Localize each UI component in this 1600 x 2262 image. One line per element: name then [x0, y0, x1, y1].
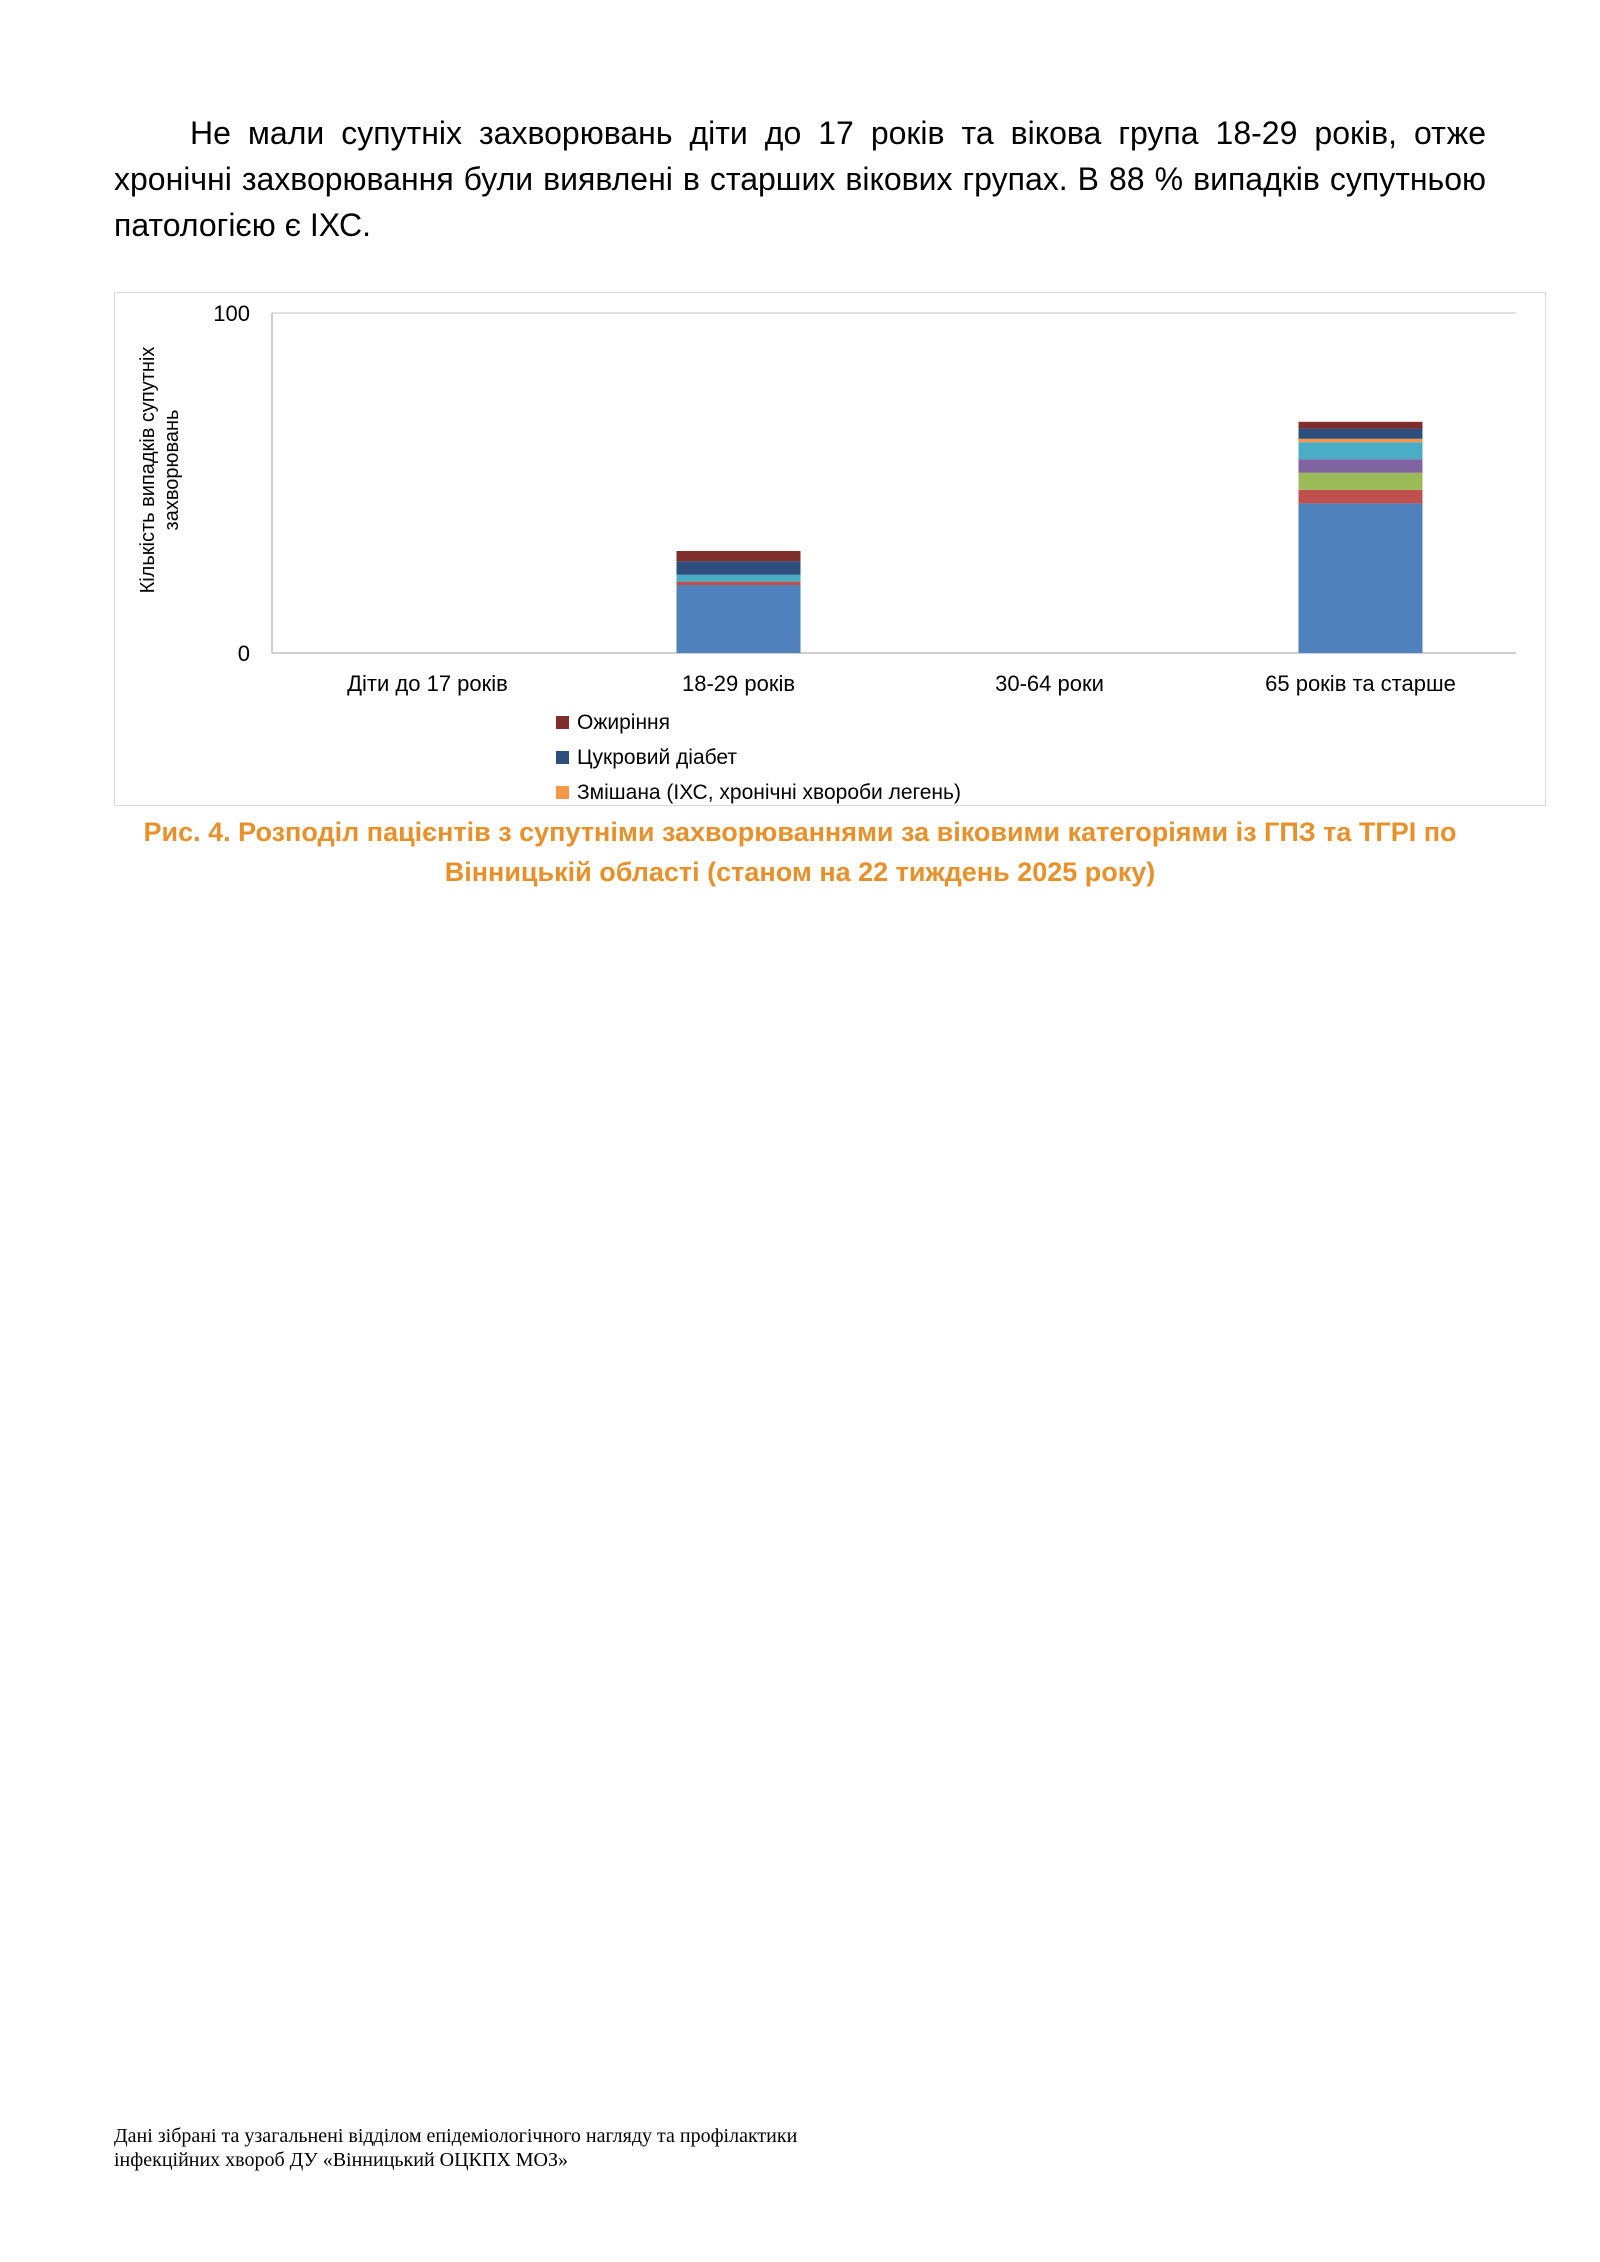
bar-segment [1299, 473, 1423, 490]
bar-segment [1299, 459, 1423, 473]
legend-item [556, 740, 961, 775]
x-tick-label: Діти до 17 років [347, 671, 508, 696]
legend-swatch [556, 716, 569, 729]
legend-item [556, 705, 961, 740]
footer-line-2: інфекційних хвороб ДУ «Вінницький ОЦКПХ МОЗ» [114, 2149, 569, 2171]
figure-caption-line-2: Вінницькій області (станом на 22 тиждень 2025 року) [444, 857, 1156, 887]
bar-segment [1299, 422, 1423, 429]
legend-swatch [556, 751, 569, 764]
legend-swatch [556, 786, 569, 799]
legend-label: Цукровий діабет [577, 746, 738, 769]
x-tick-label: 30-64 роки [995, 671, 1104, 696]
chart-legend [556, 705, 961, 810]
y-axis-title: Кількість випадків супутніх захворювань [137, 346, 183, 594]
bar-segment [1299, 429, 1423, 439]
footer-line-1: Дані зібрані та узагальнені відділом епідеміологічного нагляду та профілактики [114, 2125, 798, 2147]
page-footer [114, 2124, 797, 2172]
bar-segment [1299, 442, 1423, 459]
x-tick-label: 65 років та старше [1265, 671, 1456, 696]
bar-segment [677, 561, 801, 575]
y-tick-label: 0 [237, 641, 250, 666]
figure-caption [114, 812, 1486, 892]
bar-segment [1299, 490, 1423, 504]
bar-segment [677, 585, 801, 653]
y-axis-title-container [136, 310, 182, 630]
legend-label: Ожиріння [577, 711, 671, 734]
legend-label: Змішана (ІХС, хронічні хвороби легень) [577, 781, 961, 804]
bar-segment [677, 582, 801, 585]
bar-segment [677, 551, 801, 561]
intro-paragraph-text: Не мали супутніх захворювань діти до 17 років та вікова група 18-29 років, отже хронічні захворювання були виявлені в старших вікових групах. В 88 % випадків супутньою патологією є ІХС. [114, 115, 1486, 243]
x-tick-label: 18-29 років [681, 671, 796, 696]
legend-item [556, 775, 961, 810]
bar-segment [677, 575, 801, 582]
figure-caption-line-1: Рис. 4. Розподіл пацієнтів з супутніми захворюваннями за віковими категоріями із ГПЗ та ТГРІ по [143, 817, 1457, 847]
stacked-bar-chart [0, 0, 1600, 820]
bar-segment [1299, 439, 1423, 442]
bar-segment [1299, 503, 1423, 653]
y-tick-label: 100 [213, 301, 250, 326]
